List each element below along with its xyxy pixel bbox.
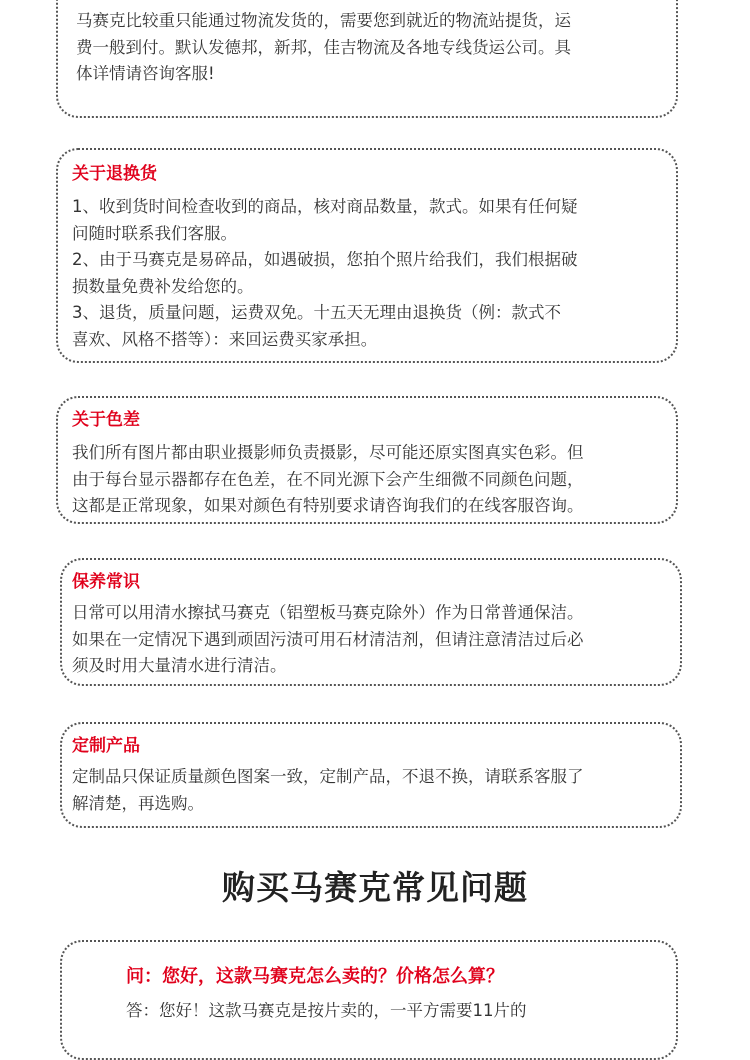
returns-line: 喜欢、风格不搭等）：来回运费买家承担。 [72, 329, 378, 349]
custom-products-line: 解清楚，再选购。 [72, 793, 204, 813]
care-title: 保养常识 [72, 572, 140, 592]
color-difference-line: 这都是正常现象，如果对颜色有特别要求请咨询我们的在线客服咨询。 [72, 496, 584, 515]
care-line: 如果在一定情况下遇到顽固污渍可用石材清洁剂，但请注意清洁过后必 [72, 629, 584, 649]
care-section [60, 558, 682, 686]
color-difference-section [56, 396, 678, 524]
faq-section [60, 940, 678, 1060]
custom-products-body [72, 764, 674, 817]
custom-products-title: 定制产品 [72, 736, 140, 756]
logistics-section [56, 0, 678, 118]
logistics-line: 费一般到付。默认发德邦，新邦，佳吉物流及各地专线货运公司。具 [76, 37, 571, 57]
care-line: 日常可以用清水擦拭马赛克（铝塑板马赛克除外）作为日常普通保洁。 [72, 603, 584, 622]
faq-answer: 答：您好！这款马赛克是按片卖的，一平方需要11片的 [126, 1001, 527, 1020]
logistics-line: 马赛克比较重只能通过物流发货的，需要您到就近的物流站提货，运 [76, 11, 571, 30]
care-body [72, 600, 674, 680]
returns-line: 问随时联系我们客服。 [72, 223, 237, 243]
returns-line: 1、收到货时间检查收到的商品，核对商品数量，款式。如果有任何疑 [72, 197, 578, 216]
returns-body [72, 194, 666, 353]
care-line: 须及时用大量清水进行清洁。 [72, 656, 287, 675]
returns-section [56, 148, 678, 363]
faq-question: 问：您好，这款马赛克怎么卖的？价格怎么算？ [126, 966, 504, 987]
color-difference-line: 我们所有图片都由职业摄影师负责摄影，尽可能还原实图真实色彩。但 [72, 443, 584, 462]
custom-products-line: 定制品只保证质量颜色图案一致，定制产品，不退不换，请联系客服了 [72, 767, 584, 786]
color-difference-title: 关于色差 [72, 410, 140, 430]
returns-line: 2、由于马赛克是易碎品，如遇破损，您拍个照片给我们，我们根据破 [72, 250, 578, 269]
returns-title: 关于退换货 [72, 164, 157, 184]
custom-products-section [60, 722, 682, 828]
color-difference-line: 由于每台显示器都存在色差，在不同光源下会产生细微不同颜色问题， [72, 469, 584, 489]
returns-line: 损数量免费补发给您的。 [72, 276, 254, 296]
color-difference-body [72, 440, 668, 520]
logistics-line: 体详情请咨询客服! [76, 64, 215, 83]
logistics-body [76, 8, 666, 88]
returns-line: 3、退货，质量问题，运费双免。十五天无理由退换货（例：款式不 [72, 303, 561, 322]
faq-heading: 购买马赛克常见问题 [222, 868, 528, 907]
